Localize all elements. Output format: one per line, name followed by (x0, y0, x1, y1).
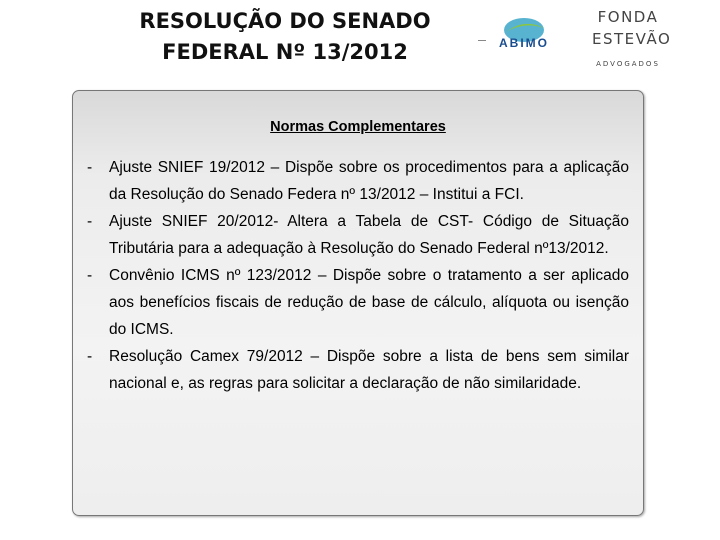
bullet-dash: - (87, 213, 93, 230)
abimo-logo (472, 12, 572, 72)
list-item (87, 208, 629, 262)
logo-line-1: FONDA (597, 8, 659, 26)
panel-subtitle: Normas Complementares (270, 119, 446, 135)
bullet-dash: - (87, 348, 93, 365)
fonda-estevao-logo (592, 6, 672, 68)
title-line-2: FEDERAL Nº 13/2012 (162, 40, 408, 64)
logo-line-2: ESTEVÃO (592, 30, 672, 48)
bullet-dash: - (87, 267, 93, 284)
content-panel (72, 90, 644, 516)
list-item (87, 154, 629, 208)
list-item-text: Ajuste SNIEF 19/2012 – Dispõe sobre os procedimentos para a aplicação da Resolução do Senado Federa nº 13/2012 – Institui a FCI. (109, 159, 629, 203)
list-item-text: Resolução Camex 79/2012 – Dispõe sobre a lista de bens sem similar nacional e, as regras para solicitar a declaração de não similaridade. (109, 348, 629, 392)
list-item (87, 262, 629, 343)
page-title (100, 6, 470, 68)
list-item-text: Convênio ICMS nº 123/2012 – Dispõe sobre o tratamento a ser aplicado aos benefícios fiscais de redução de base de cálculo, alíquota ou isenção do ICMS. (109, 267, 629, 338)
abimo-wordmark: ABIMO (499, 36, 549, 50)
list-item (87, 343, 629, 397)
norms-list (87, 154, 629, 397)
list-item-text: Ajuste SNIEF 20/2012- Altera a Tabela de CST- Código de Situação Tributária para a adequação à Resolução do Senado Federal nº13/2012. (109, 213, 629, 257)
title-line-1: RESOLUÇÃO DO SENADO (139, 9, 431, 33)
logo-line-3: ADVOGADOS (596, 60, 660, 68)
bullet-dash: - (87, 159, 93, 176)
